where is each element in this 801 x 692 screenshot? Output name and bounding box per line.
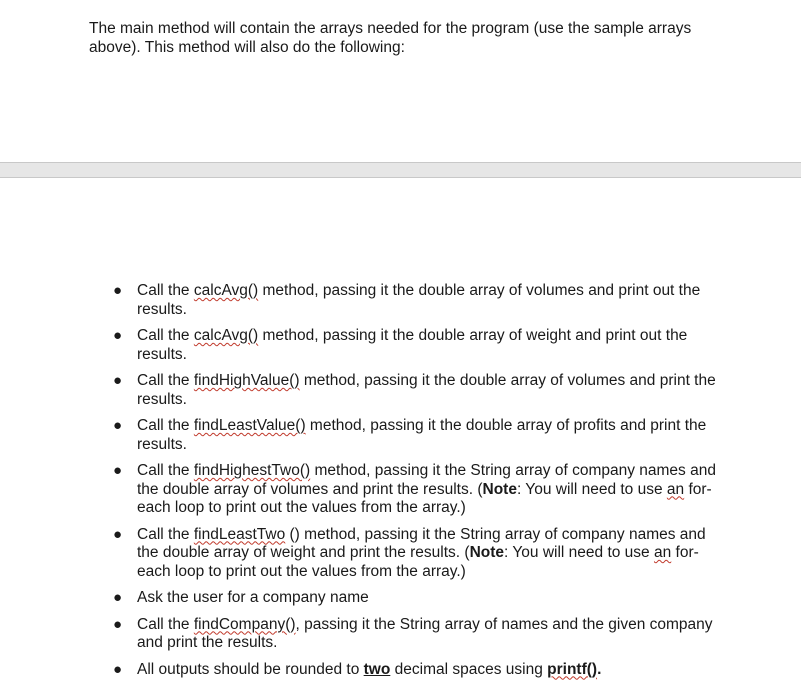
bullet-icon: ● <box>113 372 123 389</box>
word-an: an <box>666 480 685 498</box>
method-name: calcAvg() <box>193 282 259 299</box>
method-printf: printf() <box>547 660 598 678</box>
note-label: Note <box>469 544 505 561</box>
method-name: findLeastValue() <box>193 417 306 434</box>
list-item: ● Call the calcAvg() method, passing it the double array of weight and print out the results. <box>113 327 688 363</box>
bullet-icon: ● <box>113 417 123 434</box>
method-name: calcAvg() <box>193 327 259 344</box>
document-page-top <box>0 0 801 162</box>
word-an: an <box>653 544 672 561</box>
bullet-icon: ● <box>113 525 123 543</box>
list-item: ● Call the calcAvg() method, passing it the double array of volumes and print out the results. <box>113 282 701 318</box>
method-name: findHighValue() <box>193 372 300 389</box>
page-break-divider <box>0 162 801 178</box>
list-item: ● Call the findCompany(), passing it the String array of names and the given company and print the results. <box>113 615 713 651</box>
list-item: ● All outputs should be rounded to two decimal spaces using printf(). <box>113 660 602 678</box>
list-item: ● Call the findHighestTwo() method, passing it the String array of company names and the double array of volumes and print the results. (Note: You will need to use an for-each loop to print out the values from the array.) <box>113 462 716 516</box>
list-item: ● Ask the user for a company name <box>113 589 369 606</box>
list-item: ● Call the findLeastTwo () method, passing it the String array of company names and the double array of weight and print the results. (Note: You will need to use an for-each loop to print out the values from the array.) <box>113 525 706 580</box>
method-name: findLeastTwo <box>193 525 286 543</box>
list-item: ● Call the findHighValue() method, passing it the double array of volumes and print the results. <box>113 372 716 408</box>
bullet-icon: ● <box>113 615 123 633</box>
task-list <box>0 282 801 687</box>
bullet-icon: ● <box>113 589 123 606</box>
list-item: ● Call the findLeastValue() method, passing it the double array of profits and print the results. <box>113 417 707 453</box>
method-name: findCompany() <box>193 615 296 633</box>
intro-paragraph: The main method will contain the arrays needed for the program (use the sample arrays above). This method will also do the following: <box>89 20 692 56</box>
bullet-icon: ● <box>113 660 123 678</box>
emphasis-two: two <box>363 660 391 678</box>
bullet-icon: ● <box>113 327 123 344</box>
note-label: Note <box>482 480 517 498</box>
method-name: findHighestTwo() <box>193 462 311 479</box>
bullet-icon: ● <box>113 282 123 299</box>
bullet-icon: ● <box>113 462 123 479</box>
